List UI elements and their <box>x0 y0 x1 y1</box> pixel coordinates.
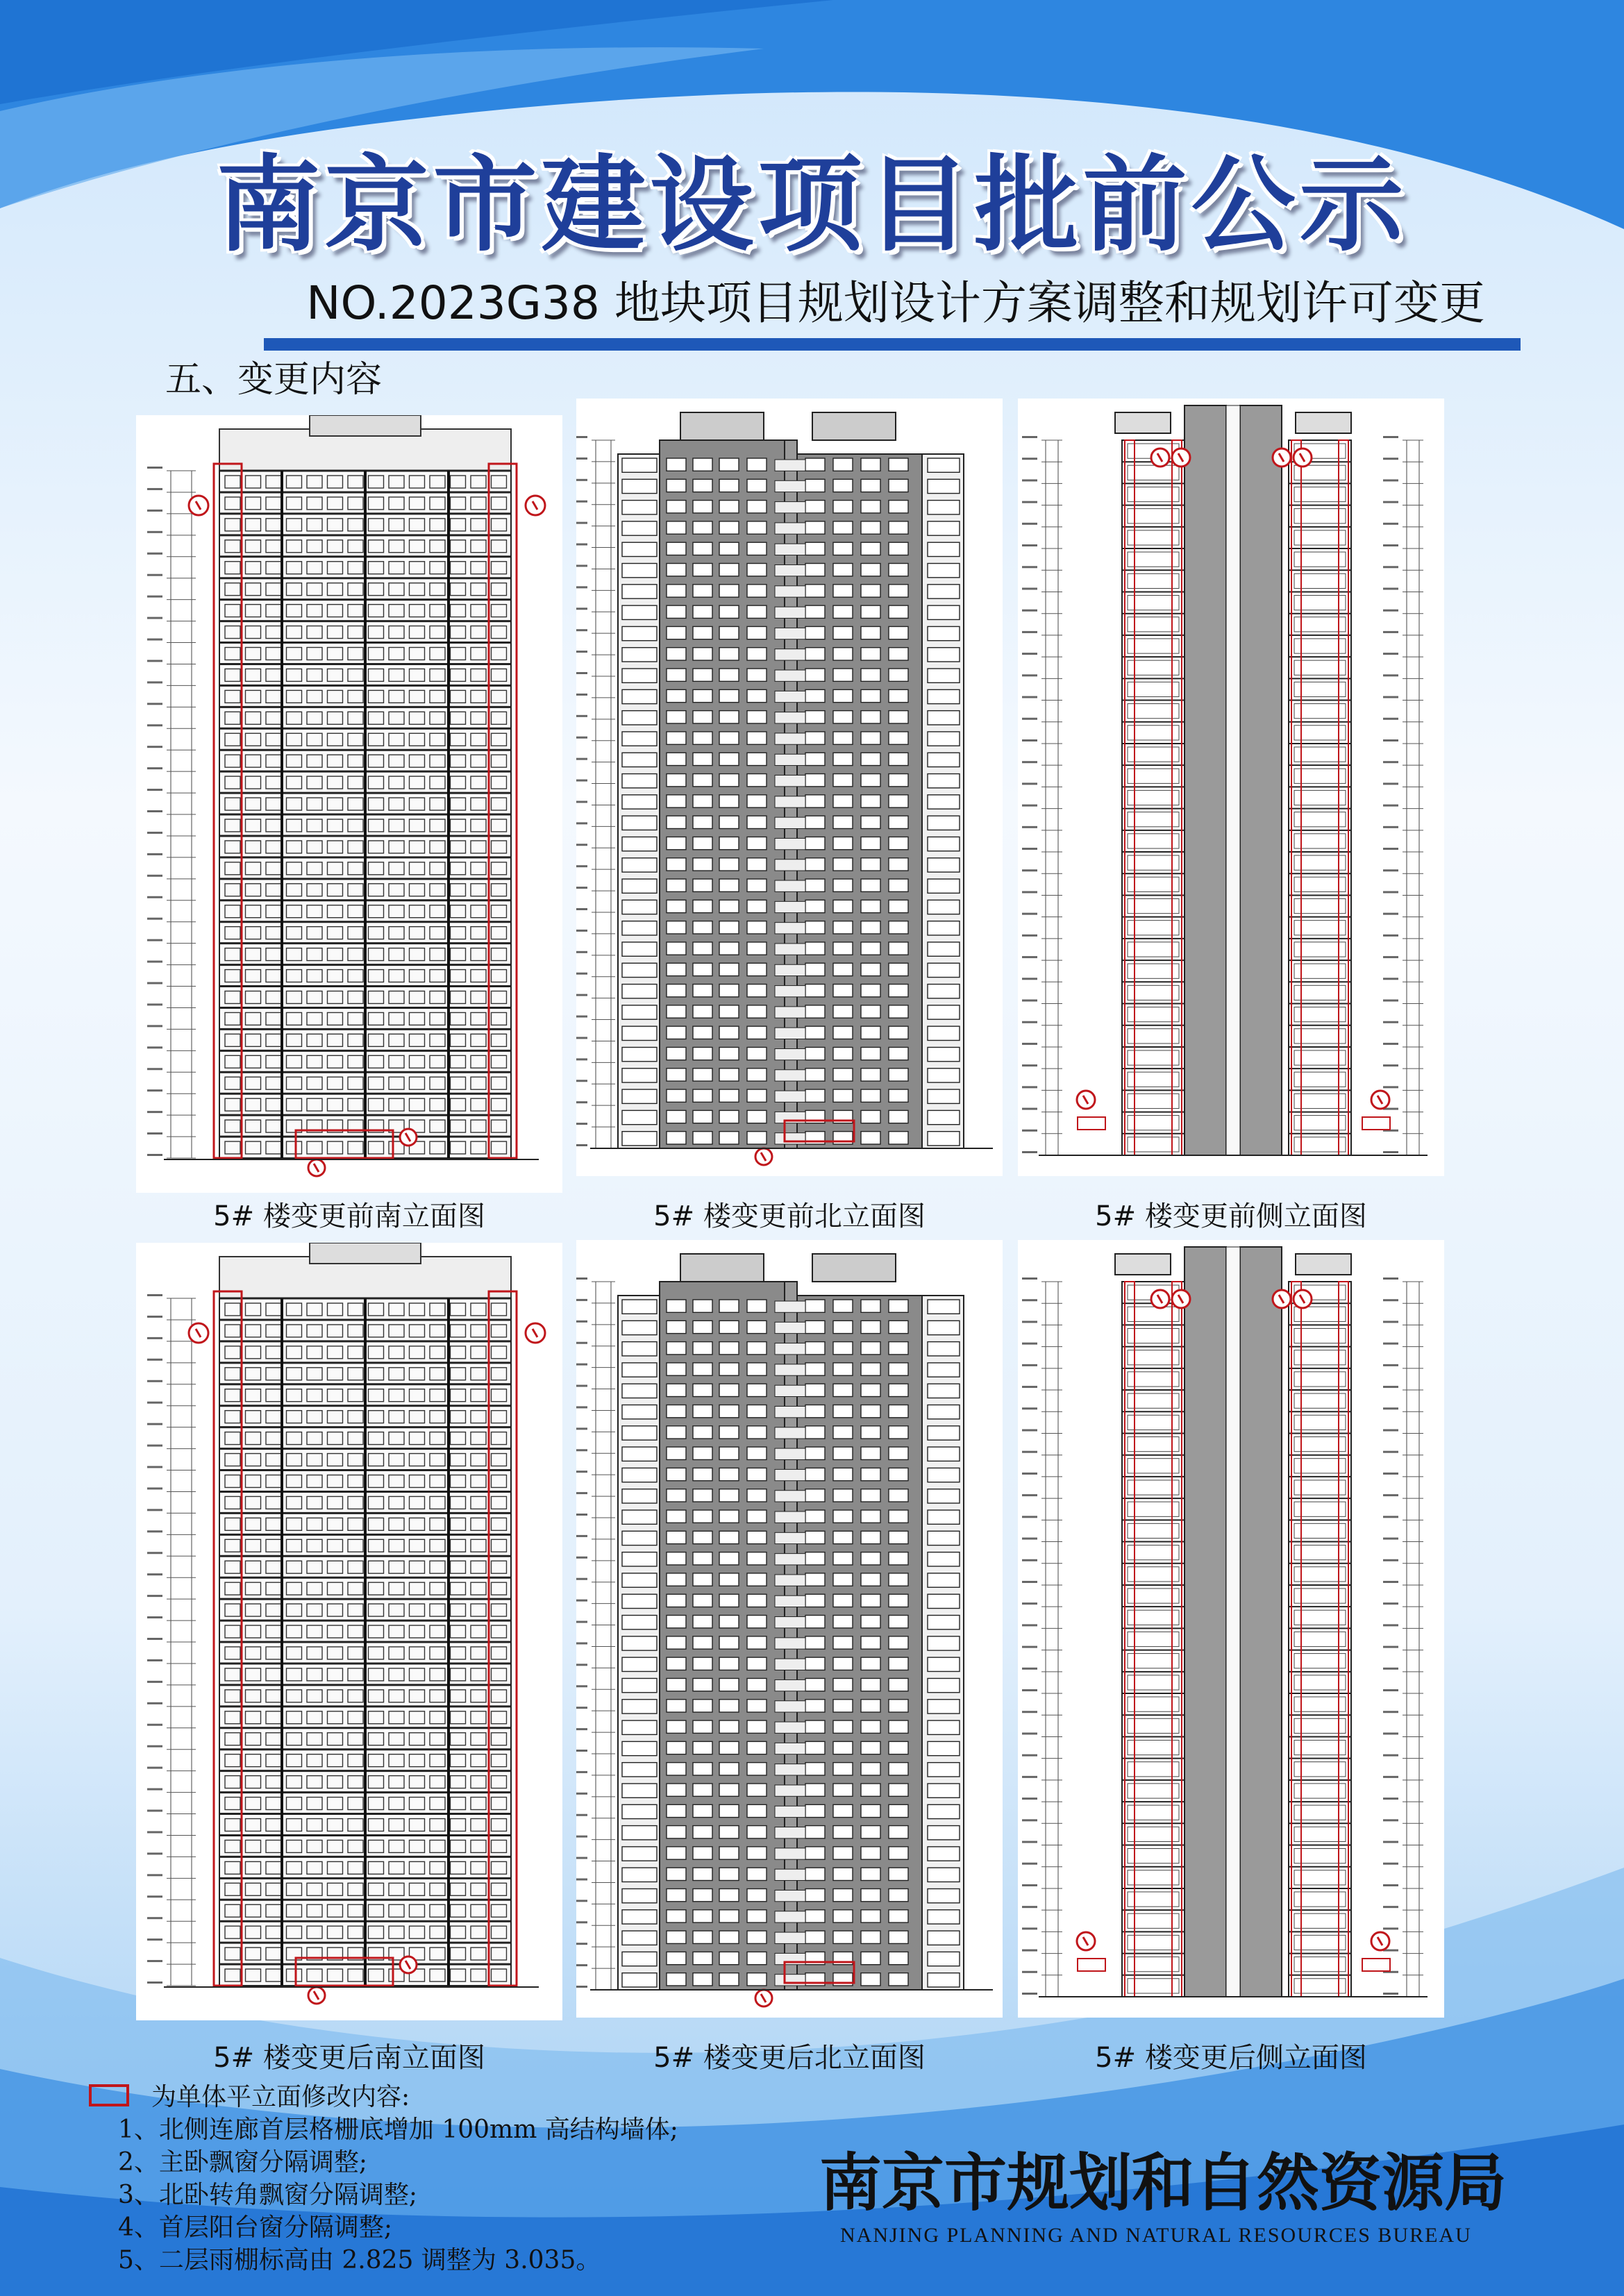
notes-title: 为单体平立面修改内容: <box>151 2083 410 2111</box>
caption-before-north: 5# 楼变更前北立面图 <box>653 1200 926 1232</box>
drawing-panel-before-north <box>576 399 1003 1176</box>
elevation-drawing <box>576 1240 1003 2018</box>
drawing-panel-before-side <box>1018 399 1444 1176</box>
caption-before-side: 5# 楼变更前侧立面图 <box>1095 1200 1367 1232</box>
note-item-5: 5、二层雨棚标高由 2.825 调整为 3.035。 <box>118 2246 601 2274</box>
core-wall-right <box>1240 1247 1282 1997</box>
elevation-drawing <box>1018 1240 1444 2018</box>
organization-name: 南京市规划和自然资源局 <box>819 2146 1507 2220</box>
project-subtitle: NO.2023G38 地块项目规划设计方案调整和规划许可变更 <box>306 276 1485 330</box>
caption-after-side: 5# 楼变更后侧立面图 <box>1095 2042 1367 2074</box>
roof-stair-tower <box>310 415 421 436</box>
elevation-drawing <box>1018 399 1444 1176</box>
drawing-panel-before-south <box>136 415 562 1193</box>
core-wall-left <box>1184 1247 1226 1997</box>
section-heading: 五、变更内容 <box>165 359 383 401</box>
elevation-drawing <box>576 399 1003 1176</box>
main-title: 南京市建设项目批前公示 <box>216 144 1408 266</box>
drawing-panel-after-north <box>576 1240 1003 2018</box>
elevation-drawing <box>136 1243 562 2020</box>
note-item-3: 3、北卧转角飘窗分隔调整; <box>118 2181 418 2209</box>
title-underline <box>264 338 1521 351</box>
organization-english-name: NANJING PLANNING AND NATURAL RESOURCES BUREAU <box>840 2224 1472 2247</box>
caption-after-south: 5# 楼变更后南立面图 <box>213 2042 485 2074</box>
note-item-1: 1、北侧连廊首层格栅底增加 100mm 高结构墙体; <box>118 2115 678 2144</box>
roof-stair-tower <box>310 1243 421 1264</box>
elevation-drawing <box>136 415 562 1193</box>
note-item-4: 4、首层阳台窗分隔调整; <box>118 2213 393 2242</box>
legend-red-box <box>89 2084 129 2106</box>
core-wall-left <box>1184 405 1226 1155</box>
note-item-2: 2、主卧飘窗分隔调整; <box>118 2148 368 2177</box>
drawing-panel-after-south <box>136 1243 562 2020</box>
drawing-panel-after-side <box>1018 1240 1444 2018</box>
core-wall-right <box>1240 405 1282 1155</box>
caption-before-south: 5# 楼变更前南立面图 <box>213 1200 485 1232</box>
caption-after-north: 5# 楼变更后北立面图 <box>653 2042 926 2074</box>
